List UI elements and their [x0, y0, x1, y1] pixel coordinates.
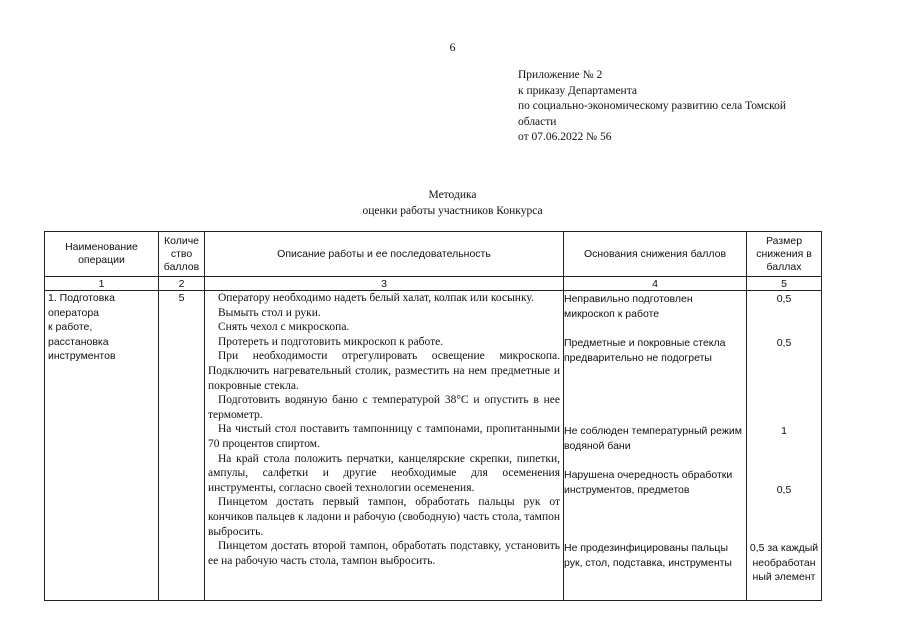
- description-step: Вымыть стол и руки.: [218, 306, 321, 319]
- reduction-item: Нарушена очередность обработки инструментов, предметов: [564, 469, 733, 496]
- table-row: [45, 291, 822, 601]
- appendix-header: [518, 68, 786, 146]
- header-reductions: Основания снижения баллов: [564, 232, 747, 277]
- description-step: Протереть и подготовить микроскоп к работе.: [218, 335, 444, 348]
- reductions-cell: [564, 291, 747, 601]
- title-line-1: Методика: [428, 189, 477, 201]
- appendix-line: к приказу Департамента: [518, 84, 637, 97]
- description-step: При необходимости отрегулировать освещение микроскопа. Подключить нагревательный столик, разместить на нем предметные и покровные стекла.: [208, 350, 560, 392]
- size-item: 0,5: [776, 293, 792, 305]
- column-number: 4: [564, 277, 747, 291]
- size-item: 1: [781, 425, 787, 437]
- page-number: 6: [449, 40, 456, 54]
- size-item: 0,5 за каждый необработан ный элемент: [749, 542, 819, 584]
- column-number: 3: [205, 277, 564, 291]
- points-cell: 5: [159, 291, 205, 601]
- description-step: На чистый стол поставить тампонницу с тампонами, пропитанными 70 процентов спиртом.: [208, 423, 560, 450]
- column-number: 1: [45, 277, 159, 291]
- description-step: Оператору необходимо надеть белый халат, колпак или косынку.: [218, 292, 534, 304]
- header-description: Описание работы и ее последовательность: [205, 232, 564, 277]
- column-number: 2: [159, 277, 205, 291]
- description-step: Пинцетом достать второй тампон, обработать подставку, установить ее на рабочую часть стола, тампон выбросить.: [208, 540, 560, 567]
- column-number-row: [45, 277, 822, 291]
- appendix-line: от 07.06.2022 № 56: [518, 131, 612, 143]
- description-step: Снять чехол с микроскопа.: [218, 321, 350, 334]
- size-item: 0,5: [776, 337, 792, 349]
- header-points: Количе ство баллов: [159, 232, 205, 277]
- description-step: Пинцетом достать первый тампон, обработать пальцы рук от кончиков пальцев к ладони и рабочую (свободную) часть стола, тампон выбросить.: [208, 496, 560, 538]
- appendix-line: Приложение № 2: [518, 69, 603, 81]
- size-item: 0,5: [776, 484, 792, 496]
- reduction-item: Предметные и покровные стекла предварительно не подогреты: [564, 337, 726, 364]
- description-cell: [205, 291, 564, 601]
- reduction-item: Не продезинфицированы пальцы рук, стол, подставка, инструменты: [564, 542, 732, 569]
- size-cell: [747, 291, 822, 601]
- reduction-item: Не соблюден температурный режим водяной бани: [564, 425, 742, 452]
- column-number: 5: [747, 277, 822, 291]
- header-operation: Наименование операции: [45, 232, 159, 277]
- evaluation-table: [44, 231, 822, 601]
- appendix-line: области: [518, 115, 557, 128]
- document-title: [0, 187, 905, 219]
- operation-cell: 1. Подготовка оператора к работе, расстановка инструментов: [45, 291, 159, 601]
- header-row: [45, 232, 822, 277]
- appendix-line: по социально-экономическому развитию села Томской: [518, 100, 787, 112]
- description-step: Подготовить водяную баню с температурой 38°C и опустить в нее термометр.: [208, 394, 560, 421]
- header-size: Размер снижения в баллах: [747, 232, 822, 277]
- reduction-item: Неправильно подготовлен микроскоп к работе: [564, 293, 693, 320]
- description-step: На край стола положить перчатки, канцелярские скрепки, пипетки, ампулы, салфетки и другие необходимые для осеменения инструменты, согласно своей технологии осеменения.: [208, 452, 560, 494]
- title-line-2: оценки работы участников Конкурса: [362, 205, 543, 217]
